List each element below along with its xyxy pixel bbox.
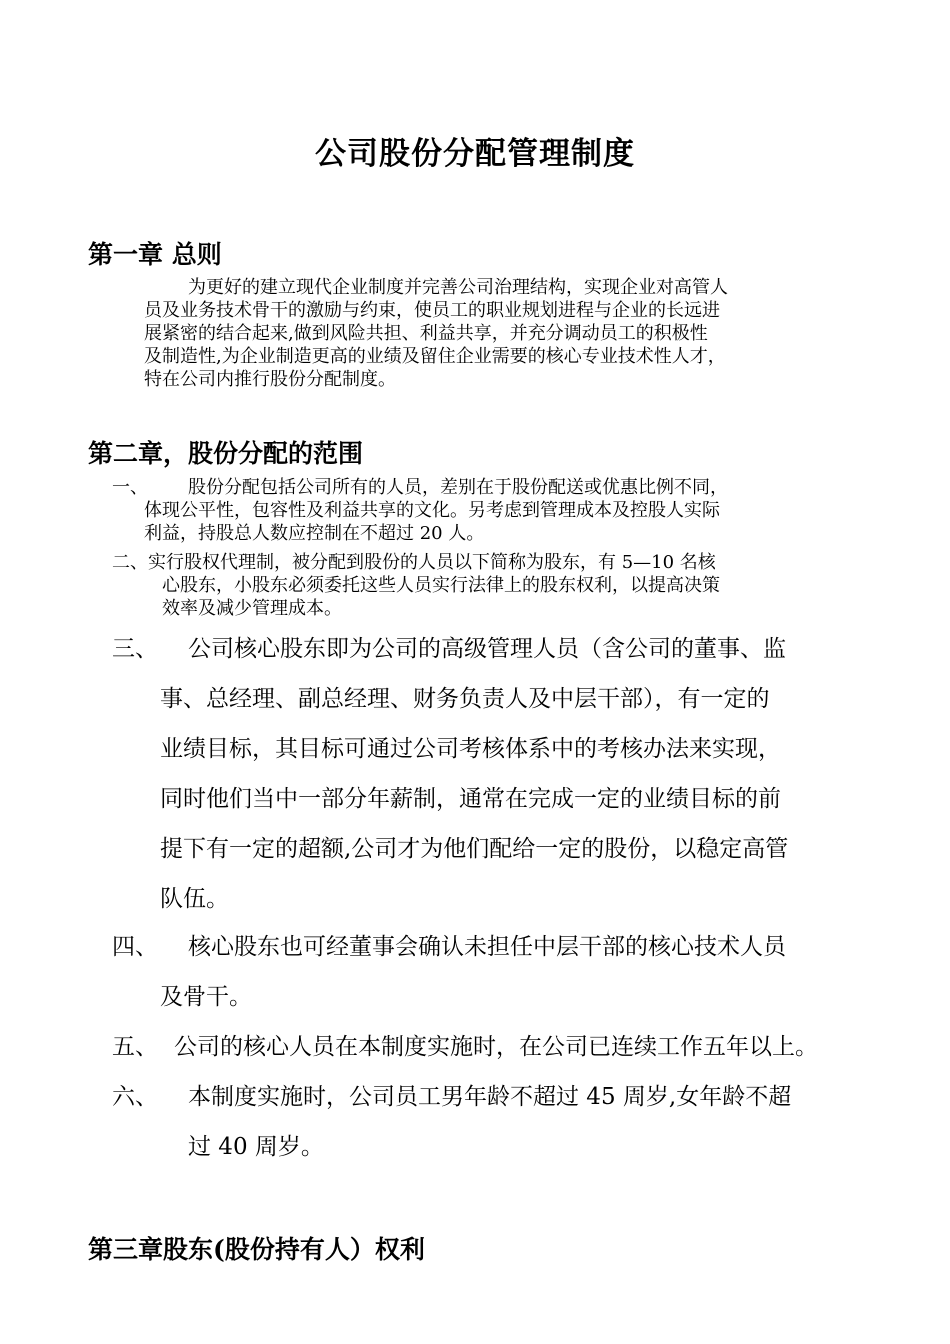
list-item-line: 核心股东也可经董事会确认未担任中层干部的核心技术人员 bbox=[188, 934, 786, 960]
list-item-line: 利益，持股总人数应控制在不超过 20 人。 bbox=[144, 523, 485, 544]
list-item-text bbox=[188, 1072, 791, 1172]
chapter-2-heading: 第二章，股份分配的范围 bbox=[88, 439, 364, 468]
list-item-line: 业绩目标，其目标可通过公司考核体系中的考核办法来实现， bbox=[160, 736, 781, 762]
chapter-1-heading: 第一章 总则 bbox=[88, 240, 222, 269]
list-item-line: 及骨干。 bbox=[160, 984, 252, 1010]
list-item-line: 过 40 周岁。 bbox=[188, 1134, 324, 1160]
list-item-line: 股份分配包括公司所有的人员，差别在于股份配送或优惠比例不同， bbox=[188, 477, 728, 498]
list-item-line: 体现公平性，包容性及利益共享的文化。另考虑到管理成本及控股人实际 bbox=[144, 500, 720, 521]
list-item bbox=[112, 1072, 872, 1172]
list-item-line: 同时他们当中一部分年薪制，通常在完成一定的业绩目标的前 bbox=[160, 786, 781, 812]
list-item-line: 本制度实施时，公司员工男年龄不超过 45 周岁,女年龄不超 bbox=[188, 1084, 792, 1110]
paragraph-line: 及制造性,为企业制造更高的业绩及留住企业需要的核心专业技术性人才， bbox=[144, 346, 726, 367]
list-item-number: 二、 bbox=[112, 552, 148, 573]
list-item bbox=[112, 624, 872, 924]
list-item bbox=[112, 551, 872, 621]
chapter-1-paragraph bbox=[144, 276, 728, 391]
list-item-number: 四、 bbox=[112, 934, 158, 960]
list-item-text bbox=[144, 476, 844, 545]
list-item-line: 公司核心股东即为公司的高级管理人员（含公司的董事、监 bbox=[188, 636, 786, 662]
list-item-text bbox=[174, 1022, 818, 1072]
paragraph-line: 员及业务技术骨干的激励与约束，使员工的职业规划进程与企业的长远进 bbox=[144, 300, 720, 321]
list-item-number: 五、 bbox=[112, 1034, 158, 1060]
list-item-line: 实行股权代理制，被分配到股份的人员以下简称为股东，有 5—10 名核 bbox=[148, 552, 716, 573]
list-item bbox=[112, 476, 872, 546]
list-item-number: 六、 bbox=[112, 1084, 158, 1110]
list-item-text bbox=[160, 624, 788, 924]
list-item-line: 公司的核心人员在本制度实施时，在公司已连续工作五年以上。 bbox=[174, 1034, 818, 1060]
list-item-line: 提下有一定的超额,公司才为他们配给一定的股份，以稳定高管 bbox=[160, 836, 789, 862]
document-title: 公司股份分配管理制度 bbox=[315, 136, 635, 172]
list-item-text bbox=[148, 551, 848, 620]
list-item bbox=[112, 1022, 892, 1072]
list-item-text bbox=[160, 922, 786, 1022]
list-item-line: 心股东，小股东必须委托这些人员实行法律上的股东权利，以提高决策 bbox=[162, 575, 720, 596]
list-item-line: 事、总经理、副总经理、财务负责人及中层干部），有一定的 bbox=[160, 686, 770, 712]
chapter-3-heading: 第三章股东(股份持有人）权利 bbox=[88, 1235, 425, 1264]
list-item bbox=[112, 922, 872, 1022]
paragraph-line: 为更好的建立现代企业制度并完善公司治理结构，实现企业对高管人 bbox=[188, 277, 728, 298]
paragraph-line: 特在公司内推行股份分配制度。 bbox=[144, 369, 396, 390]
list-item-number: 一、 bbox=[112, 477, 148, 498]
list-item-line: 效率及减少管理成本。 bbox=[162, 598, 342, 619]
list-item-number: 三、 bbox=[112, 636, 158, 662]
paragraph-line: 展紧密的结合起来,做到风险共担、利益共享，并充分调动员工的积极性 bbox=[144, 323, 708, 344]
list-item-line: 队伍。 bbox=[160, 886, 229, 912]
